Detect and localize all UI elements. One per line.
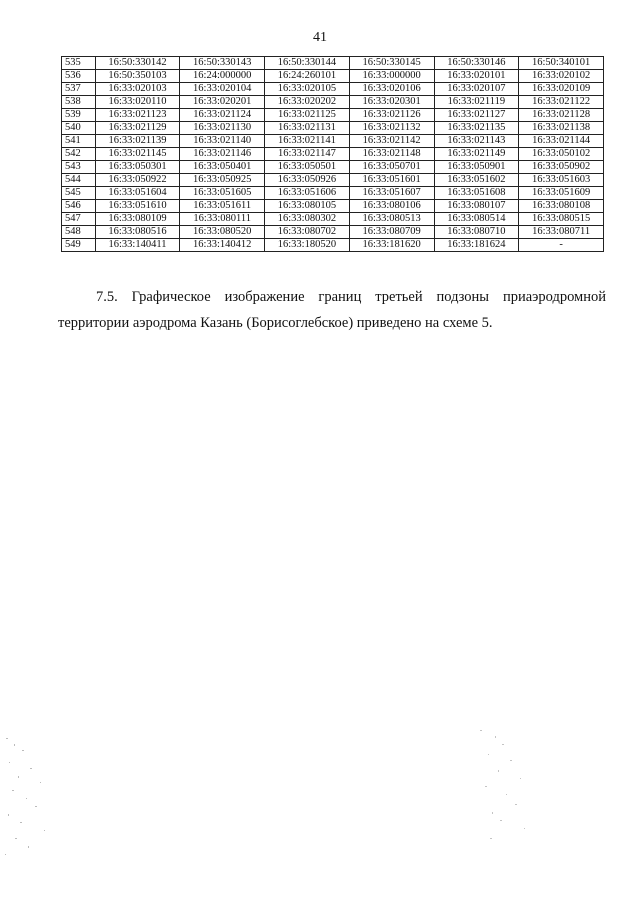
row-number-cell: 546 <box>62 200 96 213</box>
row-number-cell: 541 <box>62 135 96 148</box>
cadastral-number-cell: 16:33:051610 <box>95 200 180 213</box>
cadastral-number-cell: 16:33:021127 <box>434 109 519 122</box>
table-body <box>62 57 604 252</box>
row-number-cell: 542 <box>62 148 96 161</box>
cadastral-number-cell: 16:33:080108 <box>519 200 604 213</box>
row-number-cell: 538 <box>62 96 96 109</box>
cadastral-number-cell: 16:33:050102 <box>519 148 604 161</box>
cadastral-number-cell: 16:33:000000 <box>349 70 434 83</box>
cadastral-number-cell: 16:33:021125 <box>265 109 350 122</box>
cadastral-number-cell: 16:33:021148 <box>349 148 434 161</box>
cadastral-number-cell: 16:50:330143 <box>180 57 265 70</box>
table-row <box>62 174 604 187</box>
cadastral-number-cell: 16:33:080709 <box>349 226 434 239</box>
table-row <box>62 187 604 200</box>
cadastral-number-cell: 16:33:021145 <box>95 148 180 161</box>
table-row <box>62 148 604 161</box>
cadastral-number-cell: 16:33:080710 <box>434 226 519 239</box>
cadastral-number-cell: 16:33:080107 <box>434 200 519 213</box>
row-number-cell: 543 <box>62 161 96 174</box>
cadastral-number-cell: 16:33:021132 <box>349 122 434 135</box>
cadastral-number-cell: 16:33:020105 <box>265 83 350 96</box>
table-row <box>62 135 604 148</box>
cadastral-number-cell: 16:33:020110 <box>95 96 180 109</box>
cadastral-number-cell: 16:33:080302 <box>265 213 350 226</box>
table-row <box>62 161 604 174</box>
table-row <box>62 57 604 70</box>
cadastral-number-cell: 16:33:051605 <box>180 187 265 200</box>
table-row <box>62 226 604 239</box>
cadastral-number-cell: 16:33:021141 <box>265 135 350 148</box>
cadastral-number-cell: 16:24:000000 <box>180 70 265 83</box>
cadastral-number-cell: 16:33:080109 <box>95 213 180 226</box>
cadastral-number-cell: 16:33:021123 <box>95 109 180 122</box>
row-number-cell: 545 <box>62 187 96 200</box>
cadastral-number-cell: 16:33:021147 <box>265 148 350 161</box>
cadastral-number-cell: 16:33:021126 <box>349 109 434 122</box>
cadastral-number-cell: 16:33:181620 <box>349 239 434 252</box>
cadastral-number-cell: 16:33:140412 <box>180 239 265 252</box>
table-row <box>62 83 604 96</box>
cadastral-number-cell: 16:33:020109 <box>519 83 604 96</box>
row-number-cell: 537 <box>62 83 96 96</box>
row-number-cell: 544 <box>62 174 96 187</box>
section-paragraph <box>58 284 606 336</box>
cadastral-number-cell: 16:33:080106 <box>349 200 434 213</box>
cadastral-number-cell: 16:33:021142 <box>349 135 434 148</box>
cadastral-number-cell: 16:33:050926 <box>265 174 350 187</box>
cadastral-number-cell: 16:33:051602 <box>434 174 519 187</box>
cadastral-numbers-table <box>61 56 604 252</box>
cadastral-number-cell: 16:50:350103 <box>95 70 180 83</box>
cadastral-number-cell: 16:33:020201 <box>180 96 265 109</box>
page-number: 41 <box>313 30 327 45</box>
cadastral-number-cell: 16:50:340101 <box>519 57 604 70</box>
cadastral-number-cell: 16:33:021129 <box>95 122 180 135</box>
cadastral-number-cell: 16:33:050701 <box>349 161 434 174</box>
cadastral-number-cell: 16:33:051609 <box>519 187 604 200</box>
cadastral-number-cell: 16:33:020106 <box>349 83 434 96</box>
cadastral-number-cell: 16:33:180520 <box>265 239 350 252</box>
cadastral-number-cell: 16:33:080702 <box>265 226 350 239</box>
cadastral-number-cell: 16:33:020103 <box>95 83 180 96</box>
cadastral-number-cell: 16:33:080711 <box>519 226 604 239</box>
cadastral-number-cell: 16:33:020101 <box>434 70 519 83</box>
cadastral-number-cell: 16:33:080105 <box>265 200 350 213</box>
cadastral-number-cell: 16:50:330144 <box>265 57 350 70</box>
cadastral-number-cell: 16:33:080516 <box>95 226 180 239</box>
cadastral-number-cell: 16:33:021143 <box>434 135 519 148</box>
cadastral-number-cell: 16:33:050401 <box>180 161 265 174</box>
cadastral-number-cell: 16:33:021122 <box>519 96 604 109</box>
cadastral-number-cell: 16:33:020301 <box>349 96 434 109</box>
cadastral-number-cell: 16:33:080515 <box>519 213 604 226</box>
row-number-cell: 539 <box>62 109 96 122</box>
cadastral-number-cell: 16:33:140411 <box>95 239 180 252</box>
cadastral-number-cell: 16:33:021139 <box>95 135 180 148</box>
cadastral-number-cell: 16:33:021128 <box>519 109 604 122</box>
cadastral-number-cell: 16:33:021119 <box>434 96 519 109</box>
scan-noise-left <box>0 720 70 870</box>
cadastral-number-cell: 16:50:330142 <box>95 57 180 70</box>
cadastral-number-cell: 16:33:020104 <box>180 83 265 96</box>
cadastral-number-cell: 16:50:330146 <box>434 57 519 70</box>
cadastral-number-cell: 16:33:181624 <box>434 239 519 252</box>
table-row <box>62 200 604 213</box>
cadastral-number-cell: 16:33:080520 <box>180 226 265 239</box>
paragraph-line-1: 7.5. Графическое изображение границ третьей подзоны приаэродромной <box>96 289 606 305</box>
cadastral-number-cell: 16:33:051607 <box>349 187 434 200</box>
row-number-cell: 535 <box>62 57 96 70</box>
cadastral-number-cell: 16:33:021149 <box>434 148 519 161</box>
cadastral-number-cell: 16:33:080514 <box>434 213 519 226</box>
cadastral-number-cell: 16:50:330145 <box>349 57 434 70</box>
cadastral-number-cell: 16:33:051608 <box>434 187 519 200</box>
row-number-cell: 540 <box>62 122 96 135</box>
cadastral-number-cell: 16:33:021146 <box>180 148 265 161</box>
table-row <box>62 70 604 83</box>
paragraph-line-2: территории аэродрома Казань (Борисоглебское) приведено на схеме 5. <box>58 315 493 331</box>
table-row <box>62 122 604 135</box>
table-row <box>62 213 604 226</box>
cadastral-number-cell: 16:33:050901 <box>434 161 519 174</box>
cadastral-number-cell: 16:33:050501 <box>265 161 350 174</box>
cadastral-number-cell: 16:24:260101 <box>265 70 350 83</box>
cadastral-number-cell: 16:33:050301 <box>95 161 180 174</box>
cadastral-number-cell: 16:33:021130 <box>180 122 265 135</box>
cadastral-number-cell: 16:33:080513 <box>349 213 434 226</box>
row-number-cell: 536 <box>62 70 96 83</box>
cadastral-number-cell: 16:33:020107 <box>434 83 519 96</box>
table-row <box>62 239 604 252</box>
cadastral-number-cell: 16:33:021144 <box>519 135 604 148</box>
table-row <box>62 96 604 109</box>
cadastral-number-cell: 16:33:051601 <box>349 174 434 187</box>
cadastral-number-cell: 16:33:050922 <box>95 174 180 187</box>
cadastral-number-cell: 16:33:050902 <box>519 161 604 174</box>
row-number-cell: 549 <box>62 239 96 252</box>
cadastral-number-cell: 16:33:021140 <box>180 135 265 148</box>
row-number-cell: 548 <box>62 226 96 239</box>
cadastral-number-cell: 16:33:051606 <box>265 187 350 200</box>
cadastral-number-cell: - <box>519 239 604 252</box>
cadastral-number-cell: 16:33:051604 <box>95 187 180 200</box>
cadastral-number-cell: 16:33:020202 <box>265 96 350 109</box>
cadastral-number-cell: 16:33:051611 <box>180 200 265 213</box>
table-row <box>62 109 604 122</box>
cadastral-number-cell: 16:33:021135 <box>434 122 519 135</box>
row-number-cell: 547 <box>62 213 96 226</box>
cadastral-number-cell: 16:33:021138 <box>519 122 604 135</box>
cadastral-number-cell: 16:33:080111 <box>180 213 265 226</box>
cadastral-number-cell: 16:33:021124 <box>180 109 265 122</box>
cadastral-number-cell: 16:33:051603 <box>519 174 604 187</box>
cadastral-number-cell: 16:33:050925 <box>180 174 265 187</box>
cadastral-number-cell: 16:33:021131 <box>265 122 350 135</box>
cadastral-number-cell: 16:33:020102 <box>519 70 604 83</box>
scan-noise-right <box>440 720 550 860</box>
